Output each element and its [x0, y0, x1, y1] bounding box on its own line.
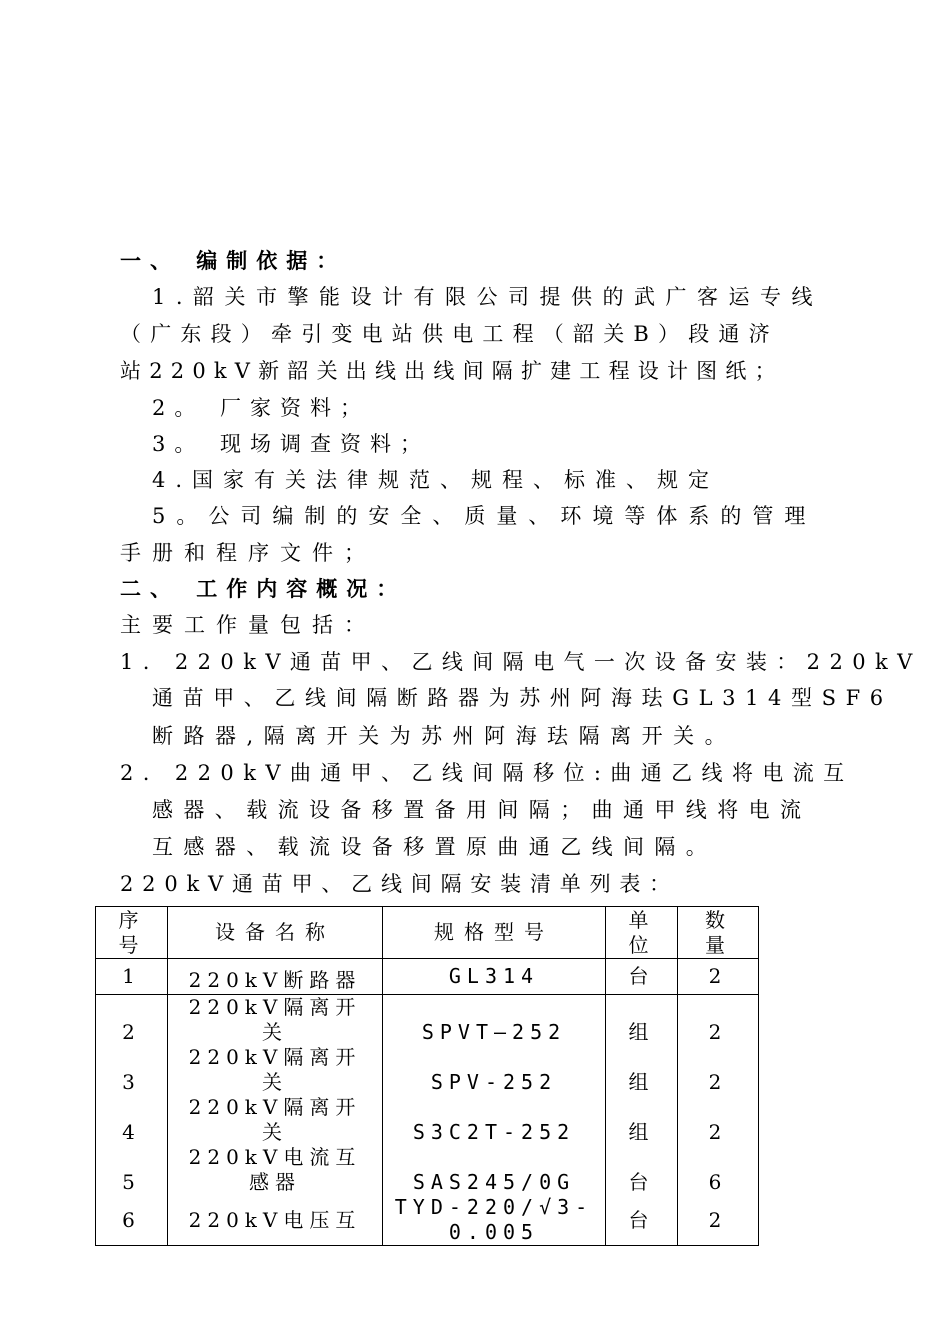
header-unit-line-1: 单: [628, 907, 655, 932]
table-row: [96, 1095, 759, 1145]
cell-name: [168, 995, 383, 1046]
work-item-2-line-2: 感器、载流设备移置备用间隔；曲通甲线将电流: [152, 798, 812, 822]
basis-item-1-line-1: 1.韶关市擎能设计有限公司提供的武广客运专线: [152, 285, 824, 309]
basis-item-5-line-1: 5。公司编制的安全、质量、环境等体系的管理: [152, 504, 817, 528]
header-unit: [606, 907, 678, 959]
cell-unit: 台: [606, 959, 678, 995]
cell-seq: 1: [96, 959, 168, 995]
work-intro: 主要工作量包括：: [120, 613, 376, 637]
cell-unit: 台: [606, 1145, 678, 1195]
cell-spec: SPV-252: [383, 1045, 606, 1095]
cell-name-line-2: 关: [262, 1070, 288, 1094]
table-row: [96, 1145, 759, 1195]
cell-name-line-1: 220kV隔离开: [188, 1045, 362, 1069]
basis-item-4: 4.国家有关法律规范、规程、标准、规定: [152, 468, 720, 492]
cell-name: [168, 959, 383, 995]
section-1-heading: 一、 编制依据：: [120, 249, 347, 273]
cell-unit: 组: [606, 995, 678, 1046]
work-item-1-line-2: 通苗甲、乙线间隔断路器为苏州阿海珐GL314型SF6: [152, 686, 893, 710]
basis-item-1-line-2: （广东段）牵引变电站供电工程（韶关B）段通济: [120, 322, 779, 346]
header-seq-line-1: 序: [118, 907, 145, 932]
cell-spec: SPVT—252: [383, 995, 606, 1046]
cell-unit: 组: [606, 1045, 678, 1095]
basis-item-1-line-3: 站220kV新韶关出线出线间隔扩建工程设计图纸；: [120, 359, 784, 383]
equipment-table: [95, 906, 759, 1246]
cell-unit: 组: [606, 1095, 678, 1145]
basis-item-2: 2。 厂家资料；: [152, 396, 371, 420]
cell-name-line-1: 220kV隔离开: [188, 1095, 362, 1119]
header-spec: 规格型号: [383, 907, 606, 959]
header-seq-line-2: 号: [118, 932, 145, 957]
work-item-2-line-3: 互感器、载流设备移置原曲通乙线间隔。: [152, 835, 718, 859]
cell-name: [168, 1195, 383, 1246]
cell-seq: 5: [96, 1145, 168, 1195]
basis-item-5-line-2: 手册和程序文件；: [120, 541, 376, 565]
cell-name-line-1: 220kV隔离开: [188, 995, 362, 1019]
table-row: [96, 959, 759, 995]
cell-qty: 6: [678, 1145, 759, 1195]
header-qty: [678, 907, 759, 959]
work-item-1-line-3: 断路器,隔离开关为苏州阿海珐隔离开关。: [152, 724, 737, 748]
table-row: [96, 1045, 759, 1095]
work-item-1-line-1: 1. 220kV通苗甲、乙线间隔电气一次设备安装：220kV: [120, 650, 922, 674]
basis-item-3: 3。 现场调查资料；: [152, 432, 431, 456]
cell-unit: 台: [606, 1195, 678, 1246]
cell-name: [168, 1045, 383, 1095]
table-row: [96, 995, 759, 1046]
cell-qty: 2: [678, 1195, 759, 1246]
cell-name-line-2: 关: [262, 1020, 288, 1044]
cell-spec: SAS245/0G: [383, 1145, 606, 1195]
cell-name-line-1: 220kV电压互: [188, 1207, 362, 1232]
header-qty-line-1: 数: [705, 907, 731, 932]
header-qty-line-2: 量: [705, 932, 731, 957]
section-2-heading: 二、 工作内容概况：: [120, 577, 407, 601]
header-name: 设备名称: [168, 907, 383, 959]
cell-name-line-2: 关: [262, 1120, 288, 1144]
cell-spec: GL314: [383, 959, 606, 995]
cell-qty: 2: [678, 1045, 759, 1095]
cell-name-line-1: 220kV断路器: [188, 968, 362, 992]
cell-name: [168, 1145, 383, 1195]
cell-seq: 6: [96, 1195, 168, 1246]
header-seq: [96, 907, 168, 959]
cell-name-line-2: 感器: [249, 1170, 301, 1194]
cell-seq: 4: [96, 1095, 168, 1145]
cell-seq: 2: [96, 995, 168, 1046]
cell-spec: S3C2T-252: [383, 1095, 606, 1145]
table-title: 220kV通苗甲、乙线间隔安装清单列表：: [120, 872, 679, 896]
cell-qty: 2: [678, 995, 759, 1046]
table-header-row: [96, 907, 759, 959]
work-item-2-line-1: 2. 220kV曲通甲、乙线间隔移位:曲通乙线将电流互: [120, 761, 854, 785]
cell-seq: 3: [96, 1045, 168, 1095]
table-row: [96, 1195, 759, 1246]
cell-name-line-1: 220kV电流互: [188, 1145, 362, 1169]
cell-qty: 2: [678, 959, 759, 995]
cell-qty: 2: [678, 1095, 759, 1145]
cell-name: [168, 1095, 383, 1145]
header-unit-line-2: 位: [628, 932, 655, 957]
cell-spec: TYD-220/√3-0.005: [383, 1195, 606, 1246]
